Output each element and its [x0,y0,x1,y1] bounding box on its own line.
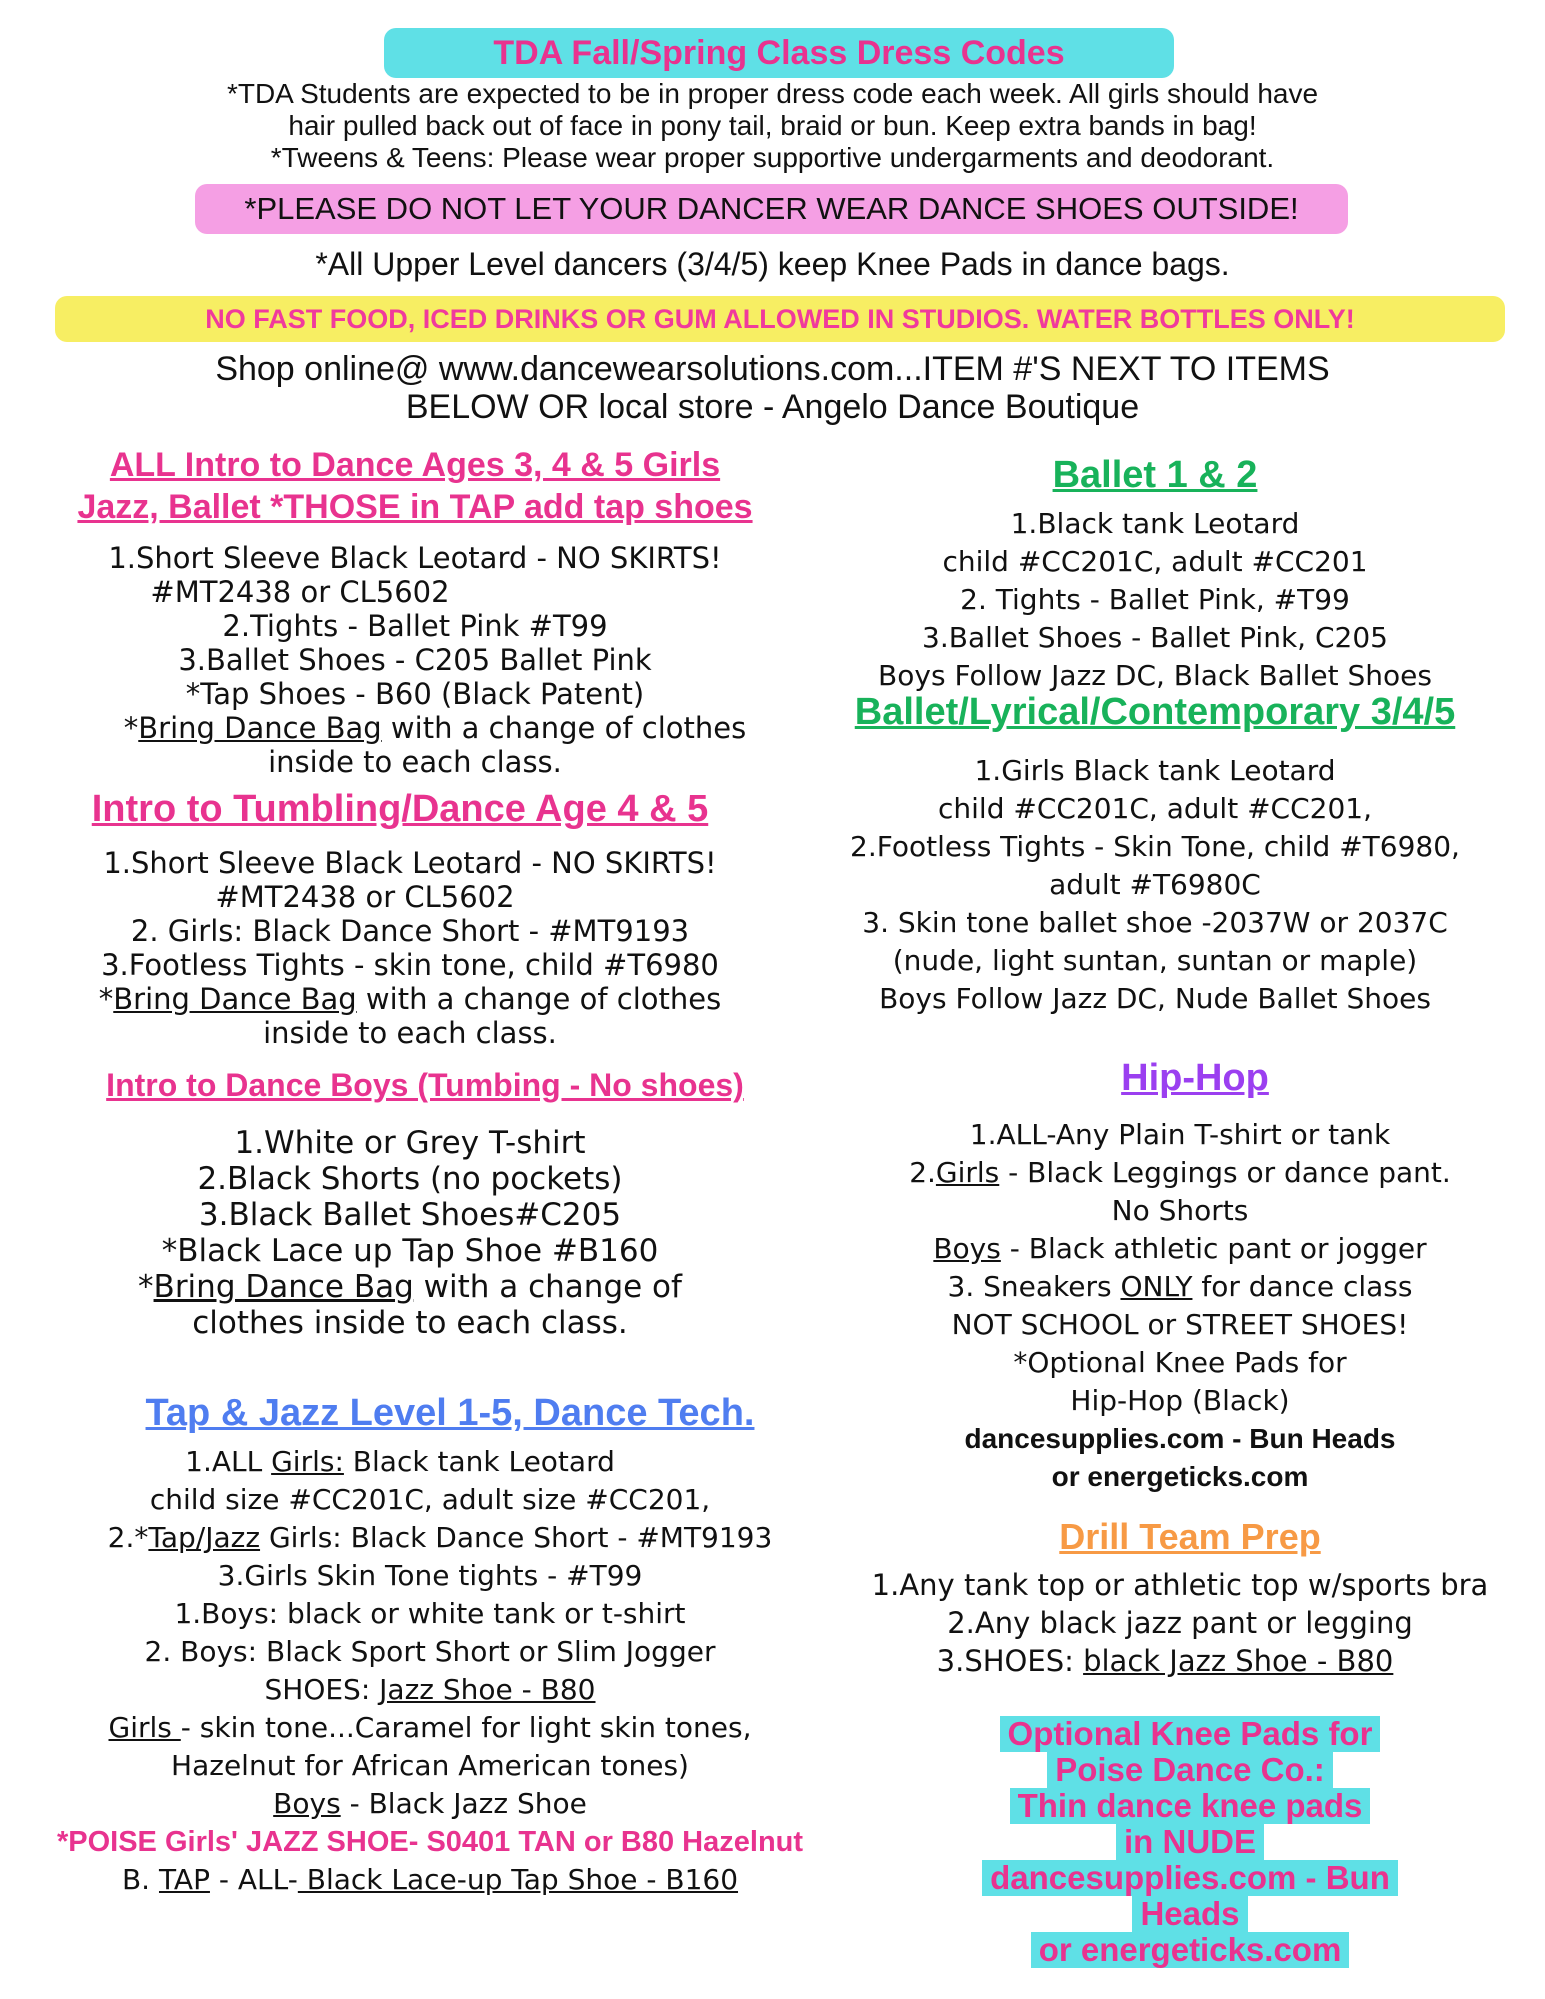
boys-label: Boys [933,1232,1001,1265]
list-item: (nude, light suntan, suntan or maple) [892,944,1418,977]
list-item: 1.Short Sleeve Black Leotard - NO SKIRTS! [108,541,722,575]
list-item: clothes inside to each class. [192,1305,628,1341]
ballet-12-list [780,505,1530,695]
girls-label: Girls [935,1156,1000,1189]
list-item: 2.Footless Tights - Skin Tone, child #T6980, [850,830,1460,863]
asterisk: * [123,711,139,745]
asterisk: * [98,982,114,1016]
tap-jazz-label: Tap/Jazz [148,1521,261,1554]
page-title: TDA Fall/Spring Class Dress Codes [384,28,1174,78]
list-item: 1.ALL-Any Plain T-shirt or tank [969,1118,1391,1151]
list-item: child #CC201C, adult #CC201, [938,792,1372,825]
hiphop-list [800,1116,1545,1496]
list-item: 2.Black Shorts (no pockets) [197,1161,623,1197]
drill-heading: Drill Team Prep [1059,1516,1321,1557]
list-item [800,1268,1545,1306]
list-text: B. [121,1863,159,1896]
list-item: Boys Follow Jazz DC, Nude Ballet Shoes [879,982,1431,1015]
tumbling-list [0,846,820,1050]
knee-box-line: Optional Knee Pads for [1000,1716,1381,1752]
jazz-shoe: Jazz Shoe - B80 [379,1673,596,1706]
ballet-345-list [780,752,1530,1018]
ballet-12-heading: Ballet 1 & 2 [1052,454,1258,496]
list-item: *Black Lace up Tap Shoe #B160 [161,1233,659,1269]
list-item: 3.Ballet Shoes - C205 Ballet Pink [178,643,652,677]
intro-text [0,78,1545,174]
list-item: Boys Follow Jazz DC, Black Ballet Shoes [878,659,1432,692]
intro-girls-heading [0,444,830,528]
list-item: 3.Ballet Shoes - Ballet Pink, C205 [922,621,1388,654]
poise-jazz-shoe-note: *POISE Girls' JAZZ SHOE- S0401 TAN or B80 Hazelnut [56,1826,804,1858]
shop-line: Shop online@ www.dancewearsolutions.com...ITEM #'S NEXT TO ITEMS [215,350,1330,388]
list-item [0,1443,860,1481]
list-item: Hazelnut for African American tones) [171,1749,689,1782]
list-item: 3.Footless Tights - skin tone, child #T6980 [101,948,719,982]
list-text: - ALL- [209,1863,298,1896]
list-item: 1.Girls Black tank Leotard [974,754,1336,787]
ballet-345-heading: Ballet/Lyrical/Contemporary 3/4/5 [854,691,1456,733]
heading-line: ALL Intro to Dance Ages 3, 4 & 5 Girls [109,446,721,484]
bring-dance-bag: Bring Dance Bag [153,1269,414,1305]
list-item [0,1709,860,1747]
list-item [20,1519,860,1557]
no-shoes-outside-notice: *PLEASE DO NOT LET YOUR DANCER WEAR DANCE SHOES OUTSIDE! [195,184,1348,234]
bring-dance-bag: Bring Dance Bag [113,982,357,1016]
list-text: with a change of clothes [381,711,747,745]
list-item: #MT2438 or CL5602 [215,880,515,914]
list-item: 2. Boys: Black Sport Short or Slim Jogger [144,1635,716,1668]
tap-label: TAP [158,1863,210,1896]
hiphop-supplier: dancesupplies.com - Bun Heads [964,1423,1396,1454]
list-item [0,1861,860,1899]
list-text: - Black Leggings or dance pant. [999,1156,1451,1189]
list-item: child size #CC201C, adult size #CC201, [149,1483,711,1516]
list-text: Black tank Leotard [343,1445,615,1478]
list-text: with a change of [413,1269,682,1305]
only-label: ONLY [1120,1270,1193,1303]
tap-jazz-heading: Tap & Jazz Level 1-5, Dance Tech. [145,1392,755,1434]
drill-list [800,1566,1545,1680]
food-notice: NO FAST FOOD, ICED DRINKS OR GUM ALLOWED IN STUDIOS. WATER BOTTLES ONLY! [55,296,1505,342]
list-item: 1.Black tank Leotard [1010,507,1300,540]
list-item: 1.Short Sleeve Black Leotard - NO SKIRTS! [103,846,717,880]
poise-knee-pads-box [870,1716,1510,1968]
knee-box-line: Poise Dance Co.: [1047,1752,1333,1788]
list-text: with a change of clothes [356,982,722,1016]
intro-line: hair pulled back out of face in pony tail, braid or bun. Keep extra bands in bag! [288,110,1257,141]
list-text: - Black athletic pant or jogger [1000,1232,1427,1265]
intro-girls-list [0,541,830,779]
list-item: *Tap Shoes - B60 (Black Patent) [185,677,645,711]
list-item: 3.Girls Skin Tone tights - #T99 [217,1559,643,1592]
tap-shoe: Black Lace-up Tap Shoe - B160 [297,1863,739,1896]
knee-box-line: Heads [1132,1896,1247,1932]
list-item: No Shorts [1111,1194,1249,1227]
asterisk: * [138,1269,154,1305]
list-item: 2.Any black jazz pant or legging [947,1606,1413,1640]
bring-dance-bag: Bring Dance Bag [138,711,382,745]
list-item: NOT SCHOOL or STREET SHOES! [951,1308,1409,1341]
knee-box-line: or energeticks.com [1031,1932,1350,1968]
boys-list [0,1125,820,1341]
list-item [0,982,820,1016]
list-item: 2. Girls: Black Dance Short - #MT9193 [130,914,690,948]
girls-label: Girls [108,1711,181,1744]
list-item: inside to each class. [268,745,562,779]
list-item: 1.White or Grey T-shirt [234,1125,586,1161]
list-text: - Black Jazz Shoe [340,1787,587,1820]
hiphop-supplier: or energeticks.com [1051,1461,1309,1492]
list-text: 2.* [107,1521,149,1554]
list-item: 2.Tights - Ballet Pink #T99 [222,609,608,643]
intro-line: *TDA Students are expected to be in proper dress code each week. All girls should have [226,78,1319,109]
heading-line: Jazz, Ballet *THOSE in TAP add tap shoes [77,488,753,526]
list-item: 3.Black Ballet Shoes#C205 [198,1197,622,1233]
list-item: child #CC201C, adult #CC201 [942,545,1368,578]
list-item [40,711,830,745]
knee-box-line: dancesupplies.com - Bun [982,1860,1398,1896]
hiphop-heading: Hip-Hop [1121,1057,1269,1099]
jazz-shoe: black Jazz Shoe - B80 [1083,1644,1394,1678]
list-item: #MT2438 or CL5602 [150,575,450,609]
list-item: inside to each class. [263,1016,557,1050]
list-item: 1.Any tank top or athletic top w/sports bra [871,1568,1489,1602]
list-text: 3. Sneakers [947,1270,1121,1303]
list-text: SHOES: [264,1673,380,1706]
list-item [800,1230,1545,1268]
list-text: for dance class [1192,1270,1413,1303]
list-item: Hip-Hop (Black) [1070,1384,1290,1417]
list-text: 2. [909,1156,936,1189]
tap-jazz-list [0,1443,860,1899]
list-text: 3.SHOES: [936,1644,1084,1678]
boys-label: Boys [273,1787,341,1820]
list-item: *Optional Knee Pads for [1013,1346,1347,1379]
list-item: 3. Skin tone ballet shoe -2037W or 2037C [862,906,1448,939]
list-item [770,1642,1545,1680]
list-item [0,1671,860,1709]
boys-heading: Intro to Dance Boys (Tumbing - No shoes) [106,1067,744,1103]
list-item [800,1154,1545,1192]
tumbling-heading: Intro to Tumbling/Dance Age 4 & 5 [91,788,709,830]
knee-box-line: in NUDE [1116,1824,1264,1860]
list-item [0,1269,820,1305]
list-item [0,1785,860,1823]
list-item: adult #T6980C [1049,868,1261,901]
list-text: - skin tone...Caramel for light skin tones, [180,1711,752,1744]
shop-line: BELOW OR local store - Angelo Dance Boutique [405,388,1140,426]
list-item: 2. Tights - Ballet Pink, #T99 [960,583,1350,616]
knee-pads-notice: *All Upper Level dancers (3/4/5) keep Knee Pads in dance bags. [315,246,1230,282]
list-text: 1.ALL [185,1445,272,1478]
list-text: Girls: Black Dance Short - #MT9193 [260,1521,773,1554]
intro-line: *Tweens & Teens: Please wear proper supportive undergarments and deodorant. [270,142,1275,173]
shop-info [0,350,1545,426]
list-item: 1.Boys: black or white tank or t-shirt [174,1597,686,1630]
knee-box-line: Thin dance knee pads [1010,1788,1371,1824]
girls-label: Girls: [271,1445,344,1478]
